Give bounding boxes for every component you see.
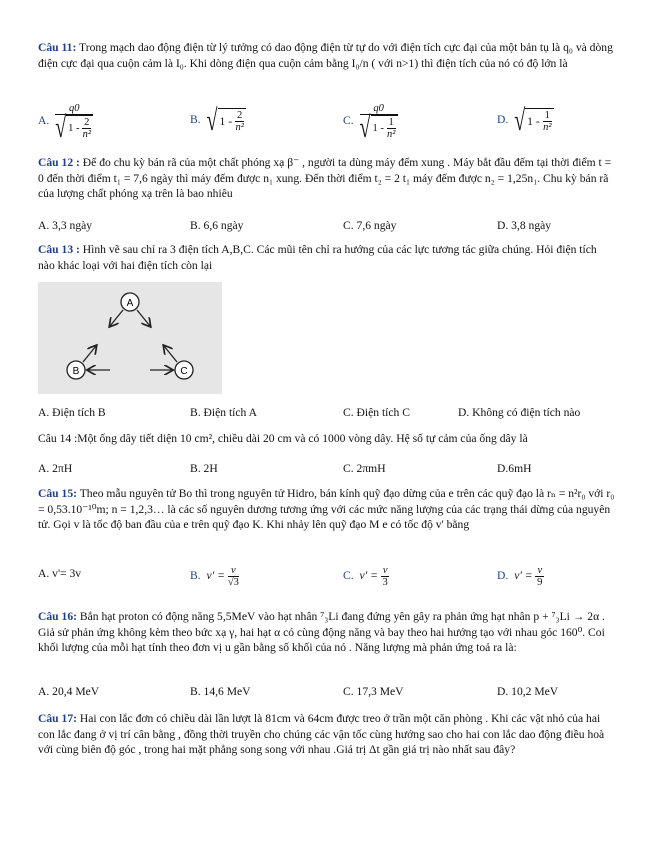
- q14-option-c[interactable]: C. 2πmH: [343, 462, 386, 475]
- q15-option-c[interactable]: C. v' = $\frac{v}{3}$: [343, 565, 388, 588]
- arrow-b-up: [83, 346, 96, 362]
- question-12: [38, 155, 616, 202]
- charge-a-label: A: [126, 298, 134, 309]
- q15-option-b[interactable]: B. v' = $\frac{v}{√3}$: [190, 565, 239, 588]
- question-17-text: Hai con lắc đơn có chiều dài lần lượt là 81cm và 64cm được treo ở trần một căn phòng . Khi các vật nhỏ của hai con lắc đang ở vị trí cân bằng , đồng thời truyền cho chúng các vận tốc cùng hướng sao cho hai con lắc dao động điều hoà với cùng biên độ góc , trong hai mặt phẳng song song với nhau .Giá trị Δt gần giá trị nào nhất sau đây?: [38, 712, 605, 756]
- question-13: [38, 242, 616, 273]
- q12-option-c[interactable]: C. 7,6 ngày: [343, 219, 397, 232]
- charges-figure: [38, 282, 222, 394]
- arrow-a-to-left: [110, 310, 123, 326]
- question-14: Câu 14 :Một ống dây tiết diện 10 cm², chiều dài 20 cm và có 1000 vòng dây. Hệ số tự cảm của ống dây là: [38, 432, 528, 445]
- question-16-text: Bắn hạt proton có động năng 5,5MeV vào hạt nhân ⁷₃Li đang đứng yên gây ra phản ứng hạt nhân p + ⁷₃Li → 2α . Giả sử phản ứng không kèm theo bức xạ γ, hai hạt α có cùng động năng và bay theo hai hướng tạo với nhau góc 160⁰. Coi khối lượng của mỗi hạt tính theo đơn vị u gần bằng số khối của nó . Năng lượng mà phản ứng toả ra là:: [38, 610, 605, 654]
- question-15: [38, 486, 616, 533]
- arrow-c-up: [164, 346, 177, 362]
- q14-option-d[interactable]: D.6mH: [497, 462, 532, 475]
- q12-option-a[interactable]: A. 3,3 ngày: [38, 219, 93, 232]
- question-11-label: Câu 11:: [38, 41, 77, 54]
- q14-option-b[interactable]: B. 2H: [190, 462, 218, 475]
- q16-option-b[interactable]: B. 14,6 MeV: [190, 685, 251, 698]
- q16-option-c[interactable]: C. 17,3 MeV: [343, 685, 404, 698]
- q12-option-b[interactable]: B. 6,6 ngày: [190, 219, 244, 232]
- question-16: [38, 609, 616, 656]
- q12-option-d[interactable]: D. 3,8 ngày: [497, 219, 552, 232]
- q13-option-b[interactable]: B. Điện tích A: [190, 406, 257, 419]
- question-15-label: Câu 15:: [38, 487, 77, 500]
- arrow-a-to-right: [137, 310, 150, 326]
- question-15-text: Theo mẫu nguyên tử Bo thì trong nguyên tử Hidro, bán kính quỹ đạo dừng của e trên các quỹ đạo là rₙ = n²r₀ với r₀ = 0,53.10⁻¹⁰m; n = 1,2,3… là các số nguyên dương tương ứng với các mức năng lượng của các trạng thái dừng của nguyên tử. Gọi v là tốc độ ban đầu của e trên quỹ đạo K. Khi nhảy lên quỹ đạo M e có tốc độ v' bằng: [38, 487, 615, 531]
- q15-option-d[interactable]: D. v' = $\frac{v}{9}$: [497, 565, 543, 588]
- question-16-label: Câu 16:: [38, 610, 77, 623]
- q11-option-b[interactable]: B. √ 1 - $\frac{2}{\text{n²}}$: [190, 108, 246, 133]
- q16-option-d[interactable]: D. 10,2 MeV: [497, 685, 559, 698]
- q13-option-d[interactable]: D. Không có điện tích nào: [458, 406, 581, 419]
- q11-option-c[interactable]: C. q0 √ 1 - $\frac{1}{\text{n²}}$: [343, 103, 398, 140]
- q11-option-a[interactable]: A. q0 √ 1 - $\frac{2}{\text{n²}}$: [38, 103, 93, 140]
- q14-option-a[interactable]: A. 2πH: [38, 462, 73, 475]
- q11-option-d[interactable]: D. √ 1 - $\frac{1}{\text{n²}}$: [497, 108, 554, 133]
- charge-c-label: C: [180, 366, 188, 377]
- q13-option-a[interactable]: A. Điện tích B: [38, 406, 106, 419]
- question-11: [38, 40, 616, 71]
- q13-option-c[interactable]: C. Điện tích C: [343, 406, 410, 419]
- question-13-label: Câu 13 :: [38, 243, 80, 256]
- charge-b-label: B: [72, 366, 80, 377]
- q15-option-a[interactable]: A. v'= 3v: [38, 567, 82, 580]
- question-11-text: Trong mạch dao động điện từ lý tưởng có dao động điện từ tự do với điện tích cực đại của một bản tụ là q₀ và dòng điện cực đại qua cuộn cảm là I₀. Khi dòng điện qua cuộn cảm bằng I₀/n ( với n>1) thì điện tích của nó có độ lớn là: [38, 41, 613, 70]
- question-13-text: Hình vẽ sau chỉ ra 3 điện tích A,B,C. Các mũi tên chỉ ra hướng của các lực tương tác giữa chúng. Hỏi điện tích nào khác loại với hai điện tích còn lại: [38, 243, 597, 272]
- charges-diagram: [38, 282, 222, 394]
- question-17-label: Câu 17:: [38, 712, 77, 725]
- q16-option-a[interactable]: A. 20,4 MeV: [38, 685, 100, 698]
- question-17: [38, 711, 616, 758]
- question-12-label: Câu 12 :: [38, 156, 80, 169]
- question-12-text: Để đo chu kỳ bán rã của một chất phóng xạ β⁻ , người ta dùng máy đếm xung . Máy bắt đầu đếm tại thời điểm t = 0 đến thời điểm t₁ = 7,6 ngày thì máy đếm được n₁ xung. Đến thời điểm t₂ = 2 t₁ máy đếm được n₂ = 1,25n₁. Chu kỳ bán rã của lượng chất phóng xạ trên là bao nhiêu: [38, 156, 612, 200]
